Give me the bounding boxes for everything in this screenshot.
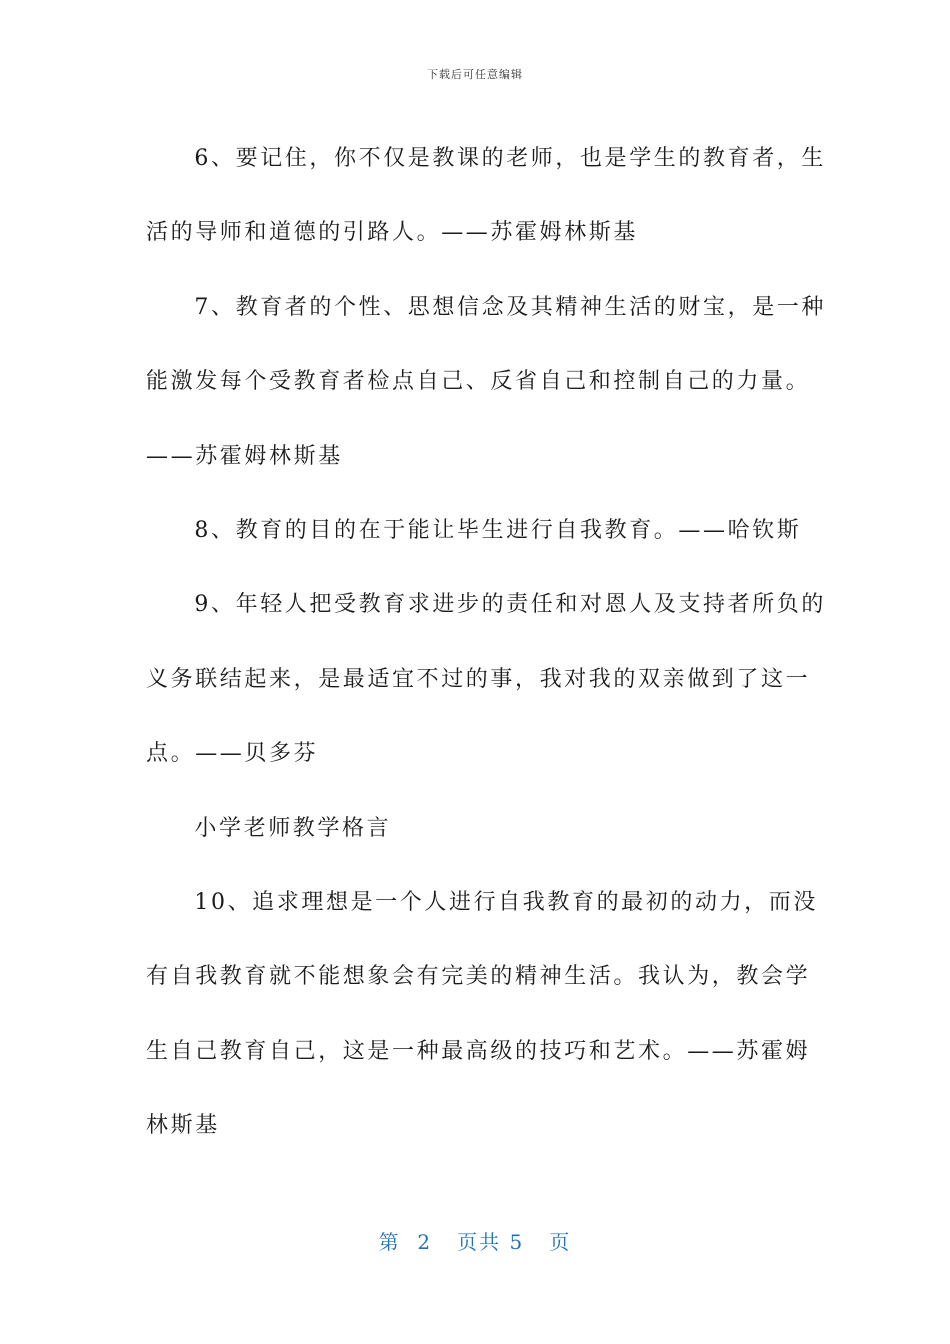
paragraph-line: 义务联结起来，是最适宜不过的事，我对我的双亲做到了这一 — [146, 666, 811, 692]
paragraph-line: 生自己教育自己，这是一种最高级的技巧和艺术。——苏霍姆 — [146, 1038, 811, 1064]
page-footer — [0, 1226, 950, 1255]
quote-paragraph — [146, 568, 826, 791]
quote-paragraph — [146, 866, 818, 1164]
paragraph-line: 7、教育者的个性、思想信念及其精神生活的财宝，是一种 — [194, 294, 826, 320]
paragraph-line: 点。——贝多芬 — [146, 741, 319, 767]
footer-suffix: 页 — [549, 1230, 572, 1254]
footer-middle: 页共 — [457, 1230, 502, 1254]
section-heading — [146, 792, 806, 866]
footer-current-page: 2 — [417, 1230, 433, 1254]
quote-paragraph — [146, 494, 806, 568]
footer-total-pages: 5 — [509, 1230, 525, 1254]
paragraph-line: 能激发每个受教育者检点自己、反省自己和控制自己的力量。 — [146, 369, 811, 395]
paragraph-line: 活的导师和道德的引路人。——苏霍姆林斯基 — [146, 220, 639, 246]
footer-prefix: 第 — [378, 1230, 401, 1254]
quote-paragraph — [146, 122, 826, 271]
quote-paragraph — [146, 271, 826, 494]
section-heading-text: 小学老师教学格言 — [194, 815, 392, 841]
paragraph-line: ——苏霍姆林斯基 — [146, 443, 343, 469]
paragraph-line: 林斯基 — [146, 1113, 220, 1139]
paragraph-line: 10、追求理想是一个人进行自我教育的最初的动力，而没 — [194, 890, 818, 916]
paragraph-line: 8、教育的目的在于能让毕生进行自我教育。——哈钦斯 — [194, 518, 802, 544]
paragraph-line: 有自我教育就不能想象会有完美的精神生活。我认为，教会学 — [146, 964, 811, 990]
paragraph-line: 9、年轻人把受教育求进步的责任和对恩人及支持者所负的 — [194, 592, 826, 618]
paragraph-line: 6、要记住，你不仅是教课的老师，也是学生的教育者，生 — [194, 146, 826, 171]
document-body — [146, 122, 826, 1164]
page-header-note: 下载后可任意编辑 — [427, 68, 523, 81]
